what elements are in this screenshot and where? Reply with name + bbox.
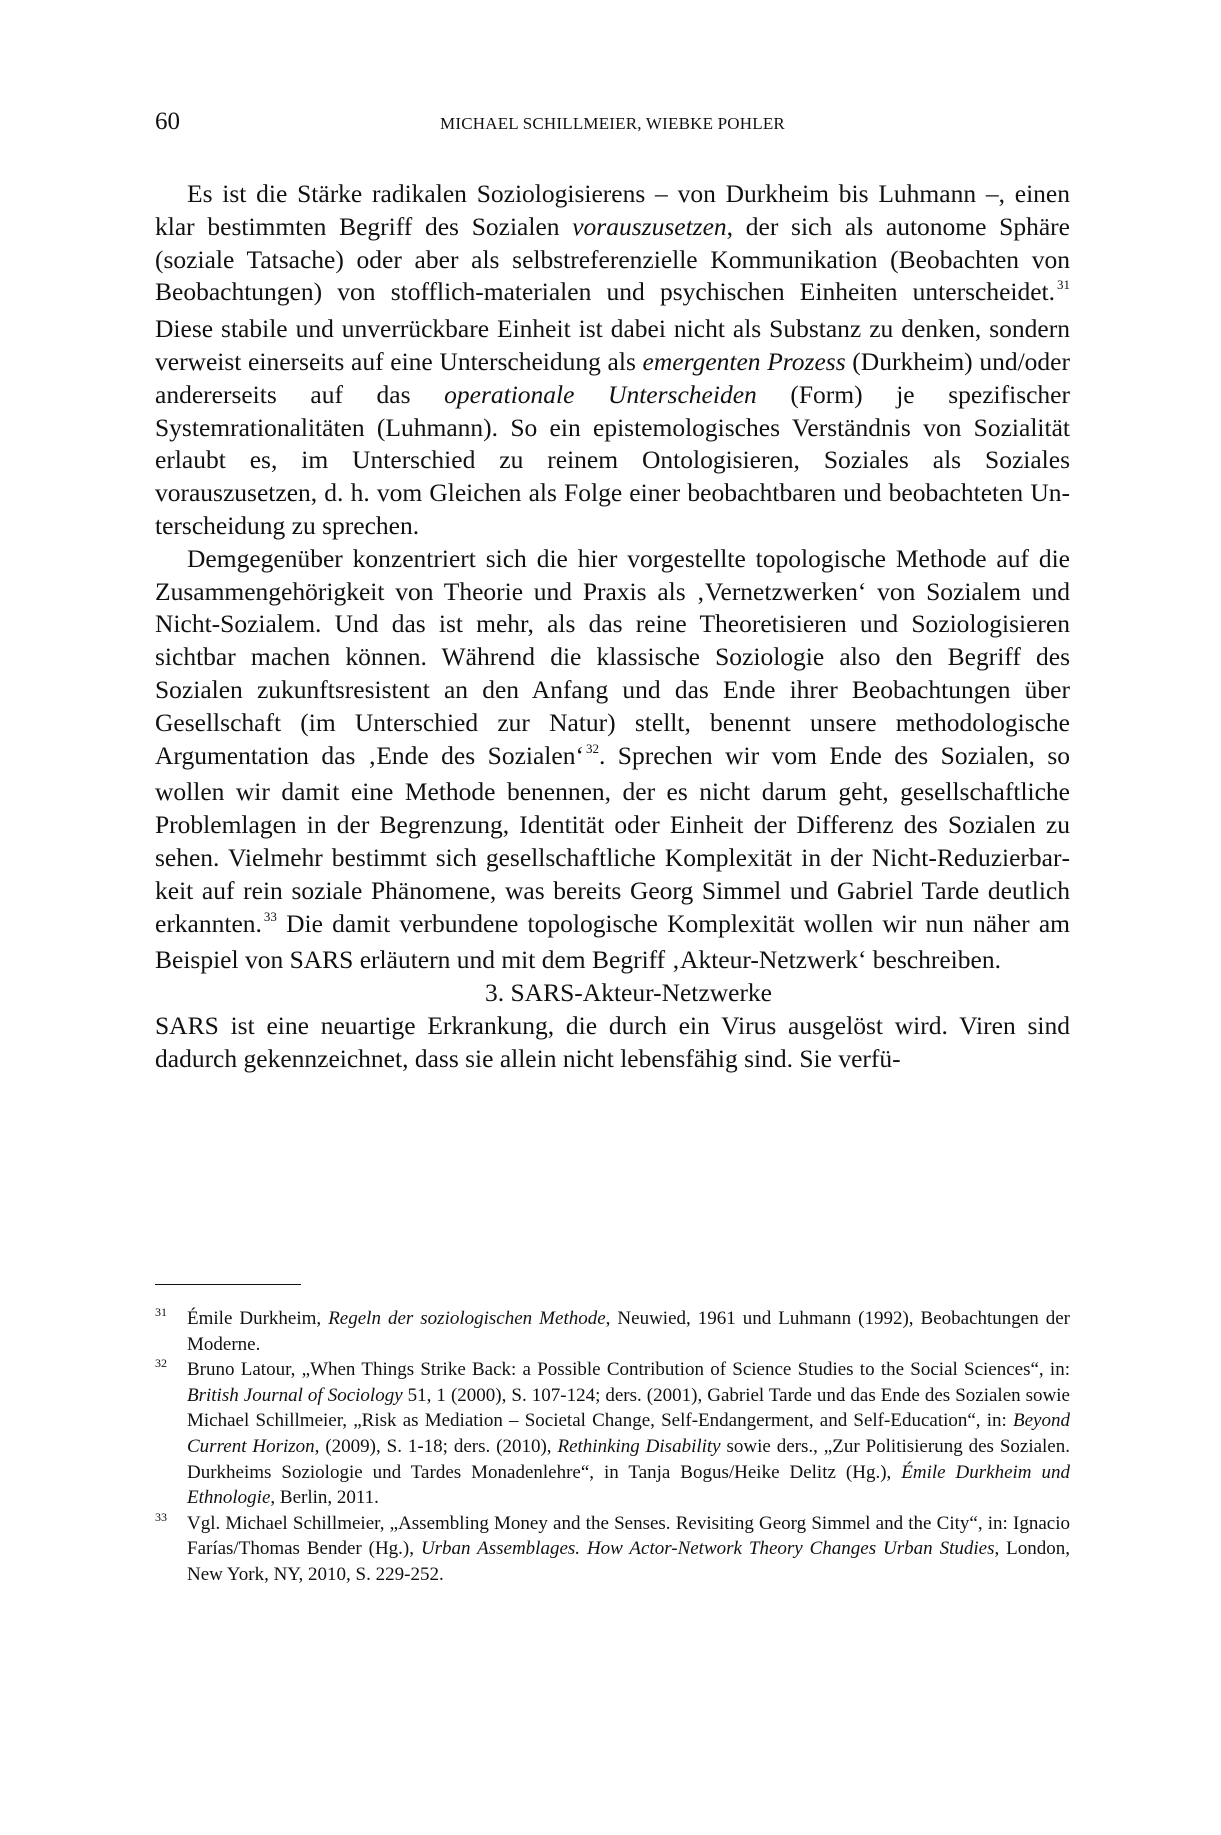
footnote-divider — [155, 1284, 301, 1285]
footnote-number: 31 — [155, 1305, 167, 1319]
footnote-32: 32 Bruno Latour, „When Things Strike Back: a Possible Contribution of Science Studies to the Social Sciences“, in: British Journal of Sociology 51, 1 (2000), S. 107-124; ders. (2001), Gabriel Tarde und das Ende des Sozialen sowie Michael Schillmeier, „Risk as Mediation – Societal Change, Self-Endangerment, and Self-Education“, in: Beyond Current Horizon, (2009), S. 1-18; ders. (2010), Rethinking Disability sowie ders., „Zur Politisierung des Sozialen. Durkheims Soziologie und Tardes Monadenlehre“, in Tanja Bogus/Heike Delitz (Hg.), Émile Durkheim und Ethnologie, Berlin, 2011. — [155, 1357, 1070, 1511]
footnote-33: 33 Vgl. Michael Schillmeier, „Assembling Money and the Senses. Revisiting Georg Simmel and the City“, in: Ignacio Farías/Thomas Bender (Hg.), Urban Assemblages. How Actor-Network Theory Changes Urban Studies, London, New York, NY, 2010, S. 229-252. — [155, 1511, 1070, 1588]
section-heading: 3. SARS-Akteur-Netzwerke — [485, 978, 772, 1008]
footnote-ref[interactable]: 31 — [1057, 277, 1070, 293]
footnote-ref[interactable]: 32 — [585, 740, 599, 756]
footnote-31: 31 Émile Durkheim, Regeln der soziologischen Methode, Neuwied, 1961 und Luhmann (1992), Beobachtungen der Moderne. — [155, 1306, 1070, 1357]
paragraph: Es ist die Stärke radikalen Soziologisierens – von Durkheim bis Luhmann –, einen klar bestimmten Begriff des Sozialen vorauszusetzen, der sich als autonome Sphäre (soziale Tatsache) oder aber als selbstreferenzielle Kommunikation (Beobachten von Beobachtungen) von stofflich-materialen und psychischen Einheiten unterscheidet. $^{31}$ Diese stabile und unverrückbare Einheit ist dabei nicht als Substanz zu denken, sondern verweist einerseits auf eine Unterscheidung als emergenten Prozess (Durkheim) und/oder andererseits auf das operationale Unterscheiden (Form) je spezifischer Systemrationalitäten (Luhmann). So ein epistemologisches Verständnis von Sozialität erlaubt es, im Unterschied zu reinem Ontologisieren, Soziales als Soziales vorauszusetzen, d. h. vom Gleichen als Folge einer beobachtbaren und beobachteten Unterscheidung zu sprechen. — [155, 179, 1070, 540]
footnote-ref[interactable]: 33 — [263, 908, 277, 924]
footnote-number: 33 — [155, 1509, 167, 1524]
footnote-number: 32 — [155, 1356, 167, 1371]
body-text — [155, 178, 1070, 1076]
paragraph: SARS ist eine neuartige Erkrankung, die durch ein Virus ausgelöst wird. Viren sind dadurch gekennzeichnet, dass sie allein nicht lebensfähig sind. Sie verfü- — [155, 1010, 1070, 1073]
footnotes — [155, 1306, 1070, 1588]
running-head: MICHAEL SCHILLMEIER, WIEBKE POHLER — [440, 114, 785, 133]
paragraph: Demgegenüber konzentriert sich die hier vorgestellte topologische Methode auf die Zusammengehörigkeit von Theorie und Praxis als ‚Vernetzwerken‘ von Sozialem und Nicht-Sozialem. Und das ist mehr, als das reine Theoretisieren und Soziologisieren sichtbar machen können. Während die klassische Soziologie also den Begriff des Sozialen zukunftsresistent an den Anfang und das Ende ihrer Beobachtungen über Gesellschaft (im Unterschied zur Natur) stellt, benennt unsere methodologische Argumentation das ‚Ende des Sozialen‘ $^{32}$. Sprechen wir vom Ende des Sozialen, so wollen wir damit eine Methode benennen, der es nicht darum geht, gesellschaftliche Problemlagen in der Begrenzung, Identität oder Einheit der Differenz des Sozialen zu sehen. Vielmehr bestimmt sich gesellschaftliche Komplexität in der Nicht-Reduzierbarkeit auf rein soziale Phänomene, was bereits Georg Simmel und Gabriel Tarde deutlich erkannten. $^{33}$ Die damit verbundene topologische Komplexität wollen wir nun näher am Beispiel von SARS erläutern und mit dem Begriff ‚Akteur-Netzwerk‘ beschreiben. — [155, 543, 1070, 975]
page-number: 60 — [155, 108, 180, 135]
page-header — [155, 108, 1070, 140]
